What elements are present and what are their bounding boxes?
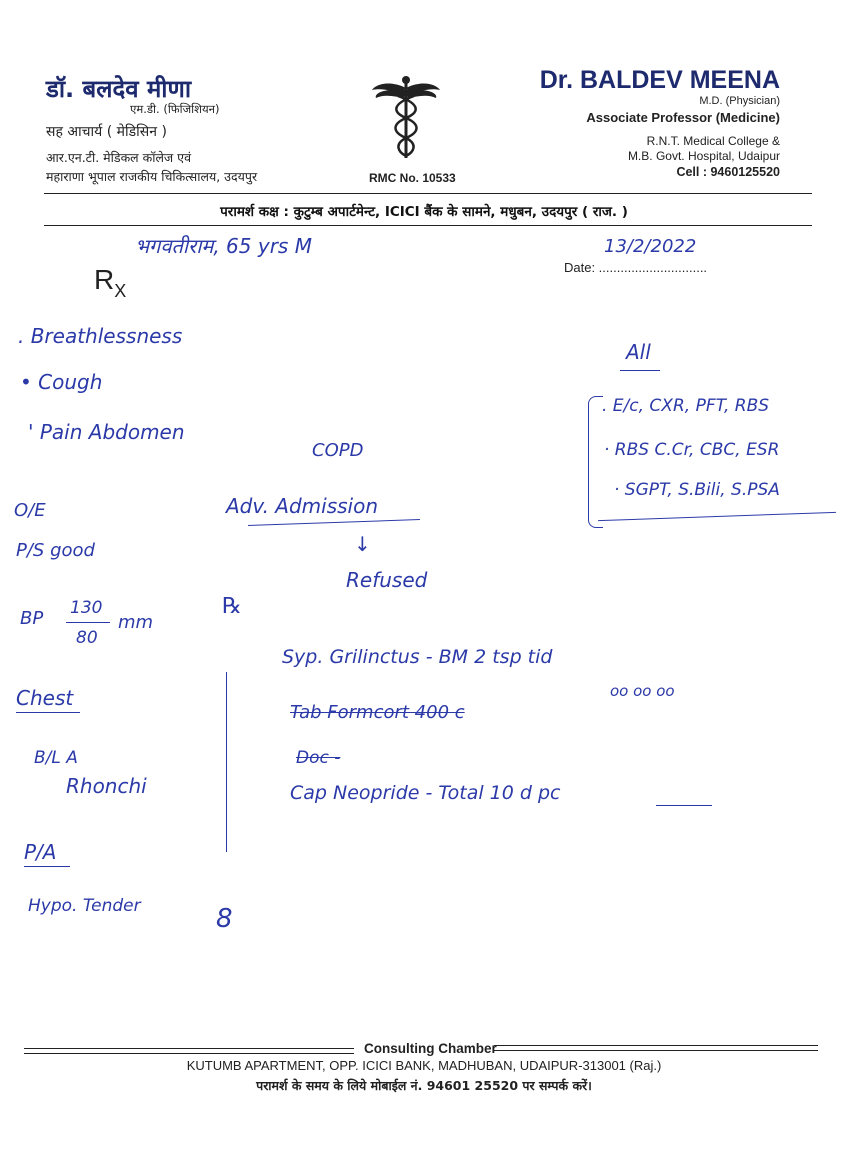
chest-underline	[16, 712, 80, 713]
footer-line-left	[24, 1048, 354, 1049]
bp-diastolic: 80	[76, 628, 98, 648]
chest-finding-2: Rhonchi	[66, 774, 147, 798]
struck-line-2: Doc -	[296, 748, 341, 768]
investigation-underline	[598, 512, 836, 521]
consulting-address: परामर्श कक्ष : कुटुम्ब अपार्टमेन्ट, ICICI बैंक के सामने, मधुबन, उदयपुर ( राज. )	[220, 204, 628, 220]
handwritten-date: 13/2/2022	[604, 236, 697, 257]
rx-mark: ℞	[222, 594, 242, 619]
hospital-hindi: महाराणा भूपाल राजकीय चिकित्सालय, उदयपुर	[46, 169, 258, 184]
rx-x: X	[114, 281, 127, 301]
rx-r: R	[94, 264, 115, 295]
struck-tablet-line: Tab Formcort 400 c	[290, 702, 465, 723]
syrup-schedule: oo oo oo	[610, 682, 675, 700]
college-hindi: आर.एन.टी. मेडिकल कॉलेज एवं	[46, 150, 192, 165]
investigation-1: . E/c, CXR, PFT, RBS	[602, 396, 770, 416]
rmc-number: RMC No. 10533	[369, 171, 456, 185]
investigation-bracket	[588, 396, 603, 528]
refused-note: Refused	[346, 568, 428, 592]
footer-address: KUTUMB APARTMENT, OPP. ICICI BANK, MADHUBAN, UDAIPUR-313001 (Raj.)	[186, 1058, 662, 1073]
doctor-name-hindi: डॉ. बलदेव मीणा	[46, 75, 192, 103]
footer-line-right	[494, 1045, 818, 1046]
signature: 8	[216, 904, 233, 934]
diagnosis-1: . Breathlessness	[18, 324, 183, 348]
title-english: Associate Professor (Medicine)	[586, 110, 780, 125]
bp-fraction-line	[66, 622, 110, 623]
allergy-label: All	[626, 340, 651, 364]
chest-finding-1: B/L A	[34, 748, 78, 768]
advice-underline	[248, 519, 420, 526]
diagnosis-3: ' Pain Abdomen	[28, 420, 185, 444]
date-label: Date: ..............................	[564, 260, 708, 275]
chest-label: Chest	[16, 686, 74, 710]
bp-systolic: 130	[70, 598, 103, 618]
footer-line-right-2	[494, 1050, 818, 1051]
pa-label: P/A	[24, 840, 57, 864]
degree-english: M.D. (Physician)	[699, 95, 780, 107]
diagnosis-2: • Cough	[20, 370, 103, 394]
footer-line-left-2	[24, 1053, 354, 1054]
general-condition: P/S good	[16, 540, 95, 561]
header-divider-bottom	[44, 225, 812, 226]
capsule-line: Cap Neopride - Total 10 d pc	[290, 782, 561, 804]
prescription-bracket	[226, 672, 227, 852]
syrup-line: Syp. Grilinctus - BM 2 tsp tid	[282, 646, 553, 668]
allergy-underline	[620, 370, 660, 371]
pa-underline	[24, 866, 70, 867]
consulting-chamber-title: Consulting Chamber	[364, 1041, 497, 1056]
footer-contact: परामर्श के समय के लिये मोबाईल नं. 94601 25520 पर सम्पर्क करें।	[256, 1078, 592, 1093]
rx-symbol	[94, 264, 126, 302]
bp-label: BP	[20, 608, 44, 629]
header-divider-top	[44, 193, 812, 194]
investigation-2: · RBS C.Cr, CBC, ESR	[604, 440, 780, 460]
investigation-3: · SGPT, S.Bili, S.PSA	[614, 480, 780, 500]
cell-number: Cell : 9460125520	[676, 165, 780, 179]
patient-name: भगवतीराम, 65 yrs M	[135, 234, 312, 258]
pa-finding: Hypo. Tender	[28, 896, 141, 916]
copd-note: COPD	[312, 440, 364, 461]
bp-unit: mm	[118, 612, 154, 633]
degree-hindi: एम.डी. (फिजिशियन)	[130, 102, 220, 116]
title-hindi: सह आचार्य ( मेडिसिन )	[46, 124, 167, 140]
hospital-english: M.B. Govt. Hospital, Udaipur	[627, 149, 780, 163]
doctor-name-english: Dr. BALDEV MEENA	[539, 66, 780, 94]
oe-label: O/E	[14, 500, 46, 521]
advice: Adv. Admission	[226, 494, 379, 518]
capsule-end-mark	[656, 805, 712, 806]
arrow-down: ↓	[354, 532, 371, 556]
caduceus-logo	[370, 74, 442, 160]
college-english: R.N.T. Medical College &	[646, 134, 780, 148]
